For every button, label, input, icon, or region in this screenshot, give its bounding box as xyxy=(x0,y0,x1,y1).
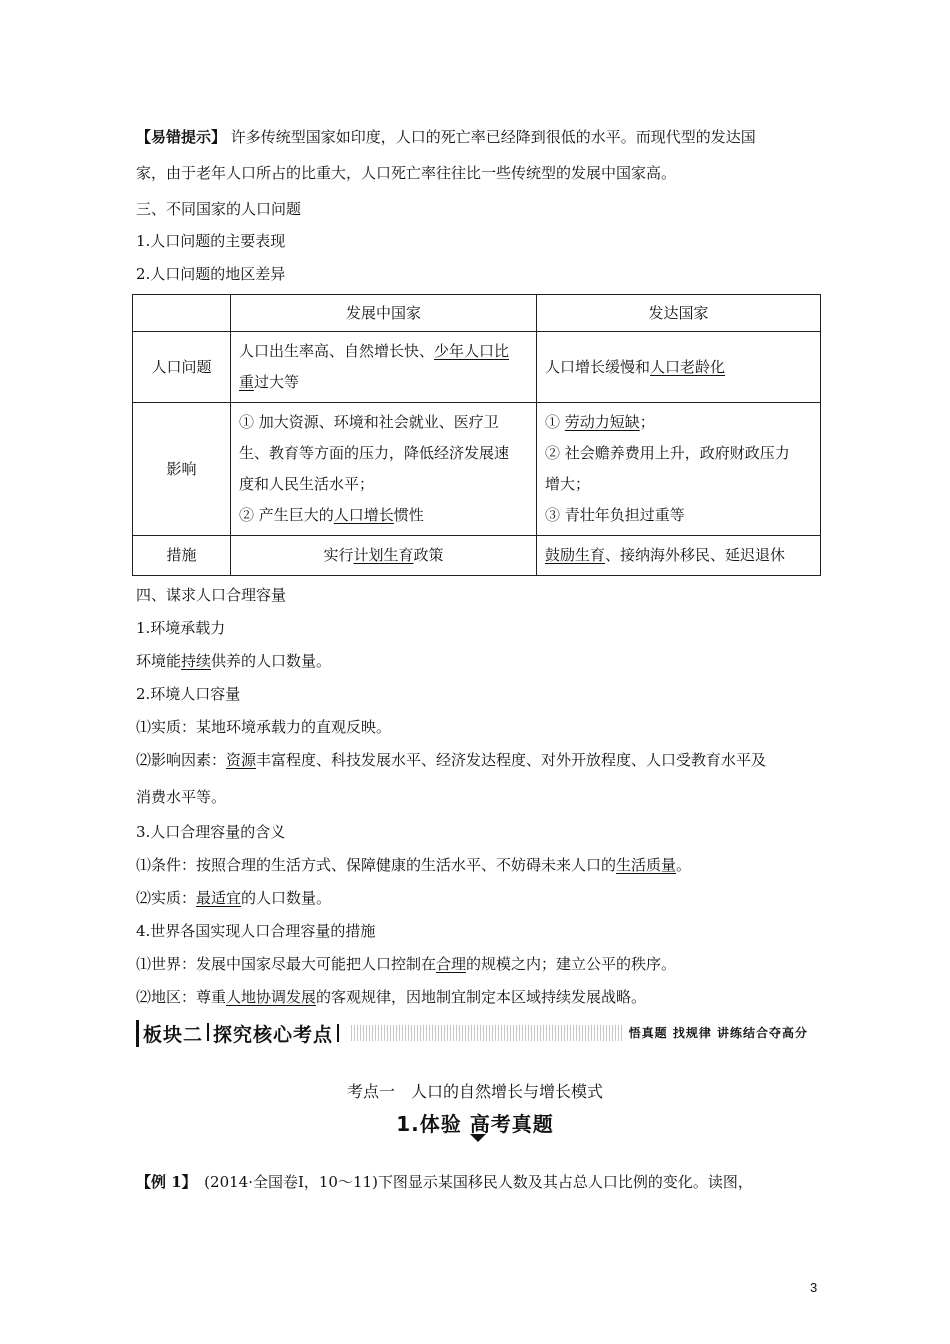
cell-text xyxy=(239,500,528,531)
cell-text: ② 产生巨大的 xyxy=(239,506,334,524)
cell-text: 惯性 xyxy=(393,506,424,524)
module-banner xyxy=(136,1020,808,1046)
cell-text: 生、教育等方面的压力，降低经济发展速 xyxy=(239,444,510,462)
cell-text: 过大等 xyxy=(254,373,300,391)
underlined-answer: 少年人口比 xyxy=(434,342,510,360)
example-label: 【例 1】 xyxy=(136,1173,190,1191)
table-corner-cell xyxy=(133,295,231,332)
cell-text: 实行 xyxy=(323,546,354,564)
tip-label: 【易错提示】 xyxy=(136,128,227,146)
cell-text: ； xyxy=(639,413,655,431)
section4-sub-3: 3.人口合理容量的含义 xyxy=(136,823,286,841)
cell-text: 政策 xyxy=(413,546,444,564)
section4-sub-4: 4.世界各国实现人口合理容量的措施 xyxy=(136,922,376,940)
cell-developed-problem xyxy=(537,332,821,403)
banner-pattern xyxy=(351,1025,808,1041)
tip-line-1 xyxy=(136,127,756,147)
underlined-answer: 劳动力短缺 xyxy=(564,413,640,431)
cell-text: 人口增长缓慢和 xyxy=(545,357,651,376)
tip-text-1: 许多传统型国家如印度，人口的死亡率已经降到很低的水平。而现代型的发达国 xyxy=(226,128,756,146)
cell-text: ① xyxy=(545,413,565,431)
cell-text xyxy=(545,407,812,438)
body-text: 的客观规律，因地制宜制定本区域持续发展战略。 xyxy=(316,988,647,1006)
cell-text: ③ 青壮年负担过重等 xyxy=(545,506,685,524)
section4-heading: 四、谋求人口合理容量 xyxy=(136,586,287,604)
cell-developing-impact xyxy=(231,403,537,536)
table-row-measure xyxy=(133,536,821,576)
banner-slogan: 悟真题 找规律 讲练结合夺高分 xyxy=(623,1023,808,1043)
row-label-impact: 影响 xyxy=(133,403,231,536)
experience-title: 1.体验 高考真题 xyxy=(396,1112,554,1136)
section4-sub-1-text xyxy=(136,651,331,671)
example-text: (2014·全国卷Ⅰ，10～11)下图显示某国移民人数及其占总人口比例的变化。读图， xyxy=(189,1173,753,1191)
banner-title xyxy=(136,1020,333,1047)
row-label-problem: 人口问题 xyxy=(133,332,231,403)
underlined-answer: 生活质量 xyxy=(616,856,677,874)
cell-text: 度和人民生活水平； xyxy=(239,475,375,493)
banner-divider xyxy=(207,1023,209,1041)
underlined-answer: 资源 xyxy=(226,751,257,769)
banner-part-1: 板块二 xyxy=(143,1023,204,1046)
header-developed: 发达国家 xyxy=(537,295,821,332)
section4-sub-3-p1 xyxy=(136,855,691,875)
cell-text: ② 社会赡养费用上升，政府财政压力 xyxy=(545,444,790,462)
body-text: 供养的人口数量。 xyxy=(211,652,332,670)
underlined-answer: 合理 xyxy=(436,955,467,973)
section4-sub-2-p1: ⑴实质：某地环境承载力的直观反映。 xyxy=(136,718,392,736)
body-text: ⑵地区：尊重 xyxy=(136,988,227,1006)
section4-sub-2-p2 xyxy=(136,750,766,770)
cell-developed-impact xyxy=(537,403,821,536)
example-line xyxy=(136,1172,753,1192)
banner-part-2: 探究核心考点 xyxy=(213,1023,334,1046)
cell-text: 、接纳海外移民、延迟退休 xyxy=(605,546,786,564)
section4-sub-3-p2 xyxy=(136,888,331,908)
banner-divider xyxy=(337,1024,339,1042)
cell-developing-measure xyxy=(231,536,537,576)
section4-sub-4-p1 xyxy=(136,954,676,974)
underlined-answer: 重 xyxy=(239,373,255,391)
body-text: 。 xyxy=(676,856,692,874)
body-text: ⑴条件：按照合理的生活方式、保障健康的生活水平、不妨碍未来人口的 xyxy=(136,856,617,874)
body-text: ⑴世界：发展中国家尽最大可能把人口控制在 xyxy=(136,955,437,973)
body-text: 丰富程度、科技发展水平、经济发达程度、对外开放程度、人口受教育水平及 xyxy=(256,751,767,769)
underlined-answer: 计划生育 xyxy=(353,546,414,564)
section4-sub-4-p2 xyxy=(136,987,646,1007)
underlined-answer: 人口增长 xyxy=(333,506,394,524)
page-number: 3 xyxy=(810,1280,818,1295)
cell-developed-measure xyxy=(537,536,821,576)
table-row-problem xyxy=(133,332,821,403)
section3-heading: 三、不同国家的人口问题 xyxy=(136,200,302,218)
body-text: ⑵影响因素： xyxy=(136,751,227,769)
underlined-answer: 最适宜 xyxy=(196,889,242,907)
cell-text: ① 加大资源、环境和社会就业、医疗卫 xyxy=(239,413,499,431)
underlined-answer: 人口老龄化 xyxy=(650,357,726,376)
section4-sub-2: 2.环境人口容量 xyxy=(136,685,241,703)
triangle-down-icon xyxy=(470,1134,486,1142)
header-developing: 发展中国家 xyxy=(231,295,537,332)
section3-item-2: 2.人口问题的地区差异 xyxy=(136,265,286,283)
table-row-impact xyxy=(133,403,821,536)
underlined-answer: 鼓励生育 xyxy=(545,546,606,564)
cell-text: 增大； xyxy=(545,475,591,493)
body-text: 的人口数量。 xyxy=(241,889,332,907)
section4-sub-2-p2-cont: 消费水平等。 xyxy=(136,788,227,806)
row-label-measure: 措施 xyxy=(133,536,231,576)
cell-text: 人口出生率高、自然增长快、 xyxy=(239,342,435,360)
cell-developing-problem xyxy=(231,332,537,403)
body-text: 环境能 xyxy=(136,652,182,670)
underlined-answer: 持续 xyxy=(181,652,212,670)
section-heading: 考点一 人口的自然增长与增长模式 xyxy=(346,1082,603,1101)
section3-item-1: 1.人口问题的主要表现 xyxy=(136,232,286,250)
body-text: ⑵实质： xyxy=(136,889,197,907)
section4-sub-1: 1.环境承载力 xyxy=(136,619,226,637)
body-text: 的规模之内；建立公平的秩序。 xyxy=(466,955,677,973)
table-header-row xyxy=(133,295,821,332)
underlined-answer: 人地协调发展 xyxy=(226,988,317,1006)
tip-line-2: 家，由于老年人口所占的比重大，人口死亡率往往比一些传统型的发展中国家高。 xyxy=(136,164,677,182)
regional-difference-table xyxy=(132,294,821,576)
